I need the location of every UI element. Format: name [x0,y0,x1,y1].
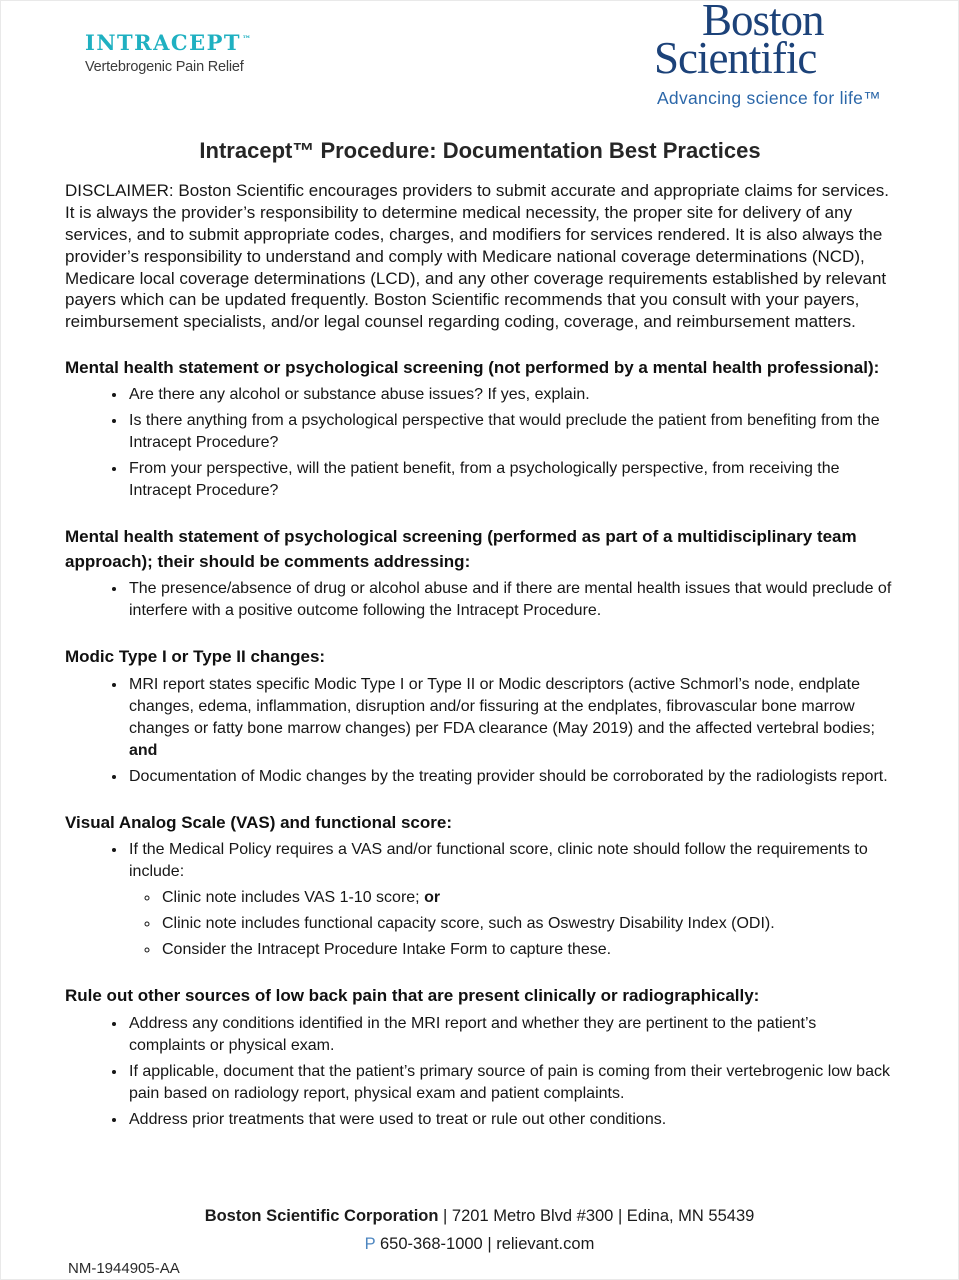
bullet-item: • Is there anything from a psychological perspective that would preclude the patient from benefiting from the Intracept Procedure? [127,410,895,454]
bullet-item: • Documentation of Modic changes by the treating provider should be corroborated by the radiologists report. [127,766,895,788]
document-code: NM-1944905-AA [68,1260,180,1277]
bullet-list [65,384,895,502]
trademark-symbol: ™ [242,35,252,45]
bullet-list [65,839,895,961]
document-section [65,645,895,788]
page-footer [0,1202,959,1258]
section-heading: Mental health statement or psychological screening (not performed by a mental health professional): [65,357,880,377]
footer-address: | 7201 Metro Blvd #300 | Edina, MN 55439 [443,1207,755,1225]
document-section [65,356,895,503]
page-header [65,0,895,109]
footer-address-line [0,1202,959,1230]
sub-bullet-item: ◦ Consider the Intracept Procedure Intake Form to capture these. [160,939,895,961]
bullet-item: • If the Medical Policy requires a VAS and/or functional score, clinic note should follow the requirements to include: ◦ Clinic note includes VAS 1-10 score; or ◦ Clinic note includes functional capacity score, such as Oswestry Disability Index (ODI). ◦ Consider the Intracept Procedure Intake Form to capture these. [127,839,895,961]
bsc-logo-word-boston: Boston [701,0,824,45]
bullet-item: • From your perspective, will the patient benefit, from a psychologically perspective, from receiving the Intracept Procedure? [127,458,895,502]
intracept-wordmark-text: INTRACEPT [85,30,242,55]
sub-bullet-item: ◦ Clinic note includes VAS 1-10 score; or [160,887,895,909]
sub-bullet-item: ◦ Clinic note includes functional capacity score, such as Oswestry Disability Index (ODI). [160,913,895,935]
bullet-list [65,578,895,622]
sections-container [65,356,895,1131]
section-heading: Visual Analog Scale (VAS) and functional score: [65,812,452,832]
page-title: Intracept™ Procedure: Documentation Best Practices [199,138,761,164]
document-section [65,811,895,962]
footer-phone-line [0,1230,959,1258]
footer-company: Boston Scientific Corporation [204,1207,439,1225]
boston-scientific-logo [654,2,881,109]
bullet-item: • The presence/absence of drug or alcohol abuse and if there are mental health issues that would preclude of interfere with a positive outcome following the Intracept Procedure. [127,578,895,622]
intracept-wordmark [85,30,251,55]
bullet-item: • Address any conditions identified in the MRI report and whether they are pertinent to the patient’s complaints or physical exam. [127,1013,895,1057]
disclaimer-paragraph: DISCLAIMER: Boston Scientific encourages providers to submit accurate and appropriate claims for services. It is always the provider’s responsibility to determine medical necessity, the proper site for delivery of any services, and to submit appropriate codes, charges, and modifiers for services rendered. It is also always the provider’s responsibility to understand and comply with Medicare national coverage determinations (NCD), Medicare local coverage determinations (LCD), and any other coverage requirements established by relevant payers which can be updated frequently. Boston Scientific recommends that you consult with your payers, reimbursement specialists, and/or legal counsel regarding coding, coverage, and reimbursement matters. [65,181,889,332]
bsc-logo-word-scientific: Scientific [653,33,817,83]
section-heading: Mental health statement of psychological screening (performed as part of a multidisciplinary team approach); their should be comments addressing: [65,527,857,571]
bsc-logo-tagline: Advancing science for life™ [656,88,881,109]
section-heading: Modic Type I or Type II changes: [65,647,326,667]
section-heading: Rule out other sources of low back pain that are present clinically or radiographically: [65,986,760,1006]
bullet-list [65,1013,895,1131]
intracept-logo [85,30,251,75]
intracept-tagline: Vertebrogenic Pain Relief [85,59,244,75]
bullet-item: • MRI report states specific Modic Type I or Type II or Modic descriptors (active Schmorl’s node, endplate changes, edema, inflammation, disruption and/or fissuring at the endplates, fibrovascular bone marrow changes or fatty bone marrow changes) per FDA clearance (May 2019) and the affected vertebral bodies; and [127,674,895,762]
document-section [65,984,895,1131]
sub-bullet-list [129,887,895,961]
bullet-list [65,674,895,788]
document-section [65,525,895,622]
bullet-item: • Are there any alcohol or substance abuse issues? If yes, explain. [127,384,895,406]
bullet-item: • Address prior treatments that were used to treat or rule out other conditions. [127,1109,895,1131]
bullet-item: • If applicable, document that the patient’s primary source of pain is coming from their vertebrogenic low back pain based on radiology report, physical exam and patient complaints. [127,1061,895,1105]
footer-phone-prefix: P [364,1235,376,1253]
footer-phone: 650-368-1000 | relievant.com [379,1235,595,1253]
